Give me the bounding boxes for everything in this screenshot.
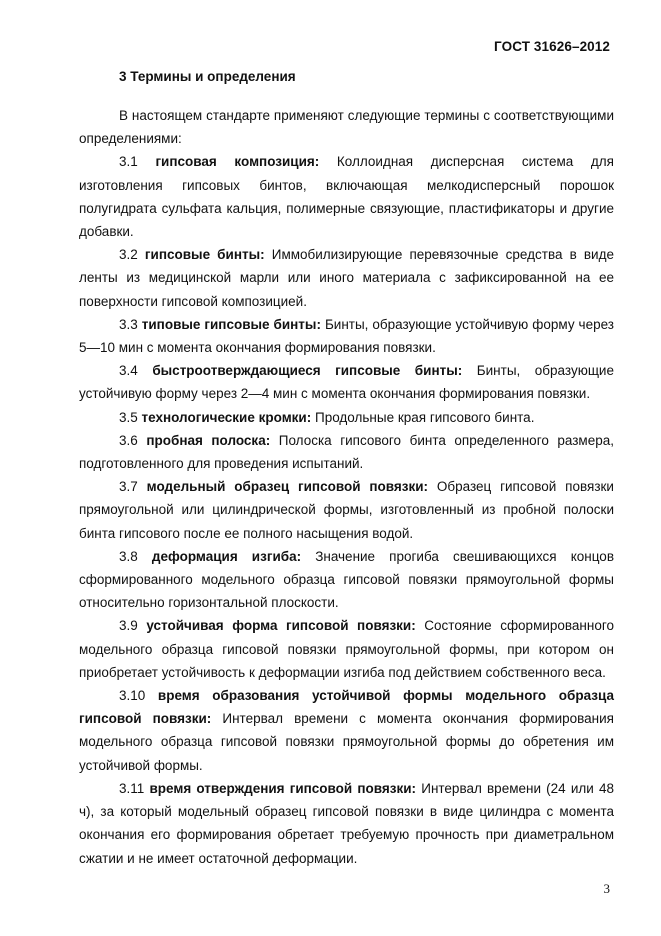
term-name: типовые гипсовые бинты: <box>141 316 321 332</box>
term-number: 3.4 <box>119 363 138 379</box>
term-name: гипсовая композиция: <box>155 154 320 170</box>
term-definition: Состояние сформированного модельного образца гипсовой повязки прямоугольной формы, при котором он приобретает устойчивость к деформации изгиба под действием собственного веса. <box>79 618 614 680</box>
term-item <box>79 429 614 475</box>
term-number: 3.7 <box>119 479 138 495</box>
term-number: 3.8 <box>119 548 138 564</box>
section-heading: 3 Термины и определения <box>119 69 296 84</box>
term-number: 3.6 <box>119 432 138 448</box>
term-item <box>79 150 614 243</box>
term-number: 3.9 <box>119 618 138 634</box>
term-definition: Иммобилизирующие перевязочные средства в виде ленты из медицинской марли или иного материала с зафиксированной на ее поверхности гипсовой композицией. <box>79 247 614 309</box>
term-number: 3.3 <box>119 316 138 332</box>
term-definition: Коллоидная дисперсная система для изготовления гипсовых бинтов, включающая мелкодисперсный порошок полугидрата сульфата кальция, полимерные связующие, пластификаторы и другие добавки. <box>79 154 614 240</box>
term-item <box>79 359 614 405</box>
term-name: модельный образец гипсовой повязки: <box>146 479 428 495</box>
term-number: 3.10 <box>119 688 146 704</box>
term-item <box>79 313 614 359</box>
term-number: 3.1 <box>119 154 138 170</box>
document-standard-code: ГОСТ 31626–2012 <box>494 39 610 54</box>
term-number: 3.11 <box>119 780 145 796</box>
term-definition: Интервал времени (24 или 48 ч), за который модельный образец гипсовой повязки в виде цилиндра с момента окончания его формирования обретает требуемую прочность при диаметральном сжатии и не имеет остаточной деформации. <box>79 780 614 866</box>
term-name: быстроотверждающиеся гипсовые бинты: <box>152 363 463 379</box>
term-name: гипсовые бинты: <box>144 247 265 263</box>
term-definition: Бинты, образующие устойчивую форму через 5—10 мин с момента окончания формирования повязки. <box>79 316 614 356</box>
term-definition: Бинты, образующие устойчивую форму через 2—4 мин с момента окончания формирования повязки. <box>79 363 614 402</box>
term-item <box>79 545 614 615</box>
section-intro: В настоящем стандарте применяют следующие термины с соответствующими определениями: <box>79 108 614 147</box>
term-definition: Образец гипсовой повязки прямоугольной или цилиндрической формы, изготовленный из пробной полоски бинта гипсового после ее полного насыщения водой. <box>79 479 614 541</box>
term-name: технологические кромки: <box>141 409 312 425</box>
term-definition: Полоска гипсового бинта определенного размера, подготовленного для проведения испытаний. <box>79 432 614 472</box>
term-definition: Интервал времени с момента окончания формирования модельного образца гипсовой повязки прямоугольной формы до обретения им устойчивой формы. <box>79 711 614 773</box>
term-name: время отверждения гипсовой повязки: <box>149 780 417 796</box>
page-number: 3 <box>603 881 610 896</box>
term-number: 3.5 <box>119 409 138 425</box>
term-name: время образования устойчивой формы модельного образца гипсовой повязки: <box>79 688 614 727</box>
term-name: деформация изгиба: <box>151 548 302 564</box>
term-name: устойчивая форма гипсовой повязки: <box>146 618 416 634</box>
term-item <box>79 406 614 429</box>
term-definition: Значение прогиба свешивающихся концов сформированного модельного образца гипсовой повязки прямоугольной формы относительно горизонтальной плоскости. <box>79 548 614 611</box>
term-name: пробная полоска: <box>146 432 271 448</box>
term-item <box>79 684 614 777</box>
term-item <box>79 243 614 313</box>
term-item <box>79 777 614 870</box>
term-item <box>79 614 614 684</box>
term-definition: Продольные края гипсового бинта. <box>315 409 535 425</box>
term-number: 3.2 <box>119 247 138 263</box>
term-item <box>79 475 614 545</box>
terms-content <box>79 104 614 870</box>
